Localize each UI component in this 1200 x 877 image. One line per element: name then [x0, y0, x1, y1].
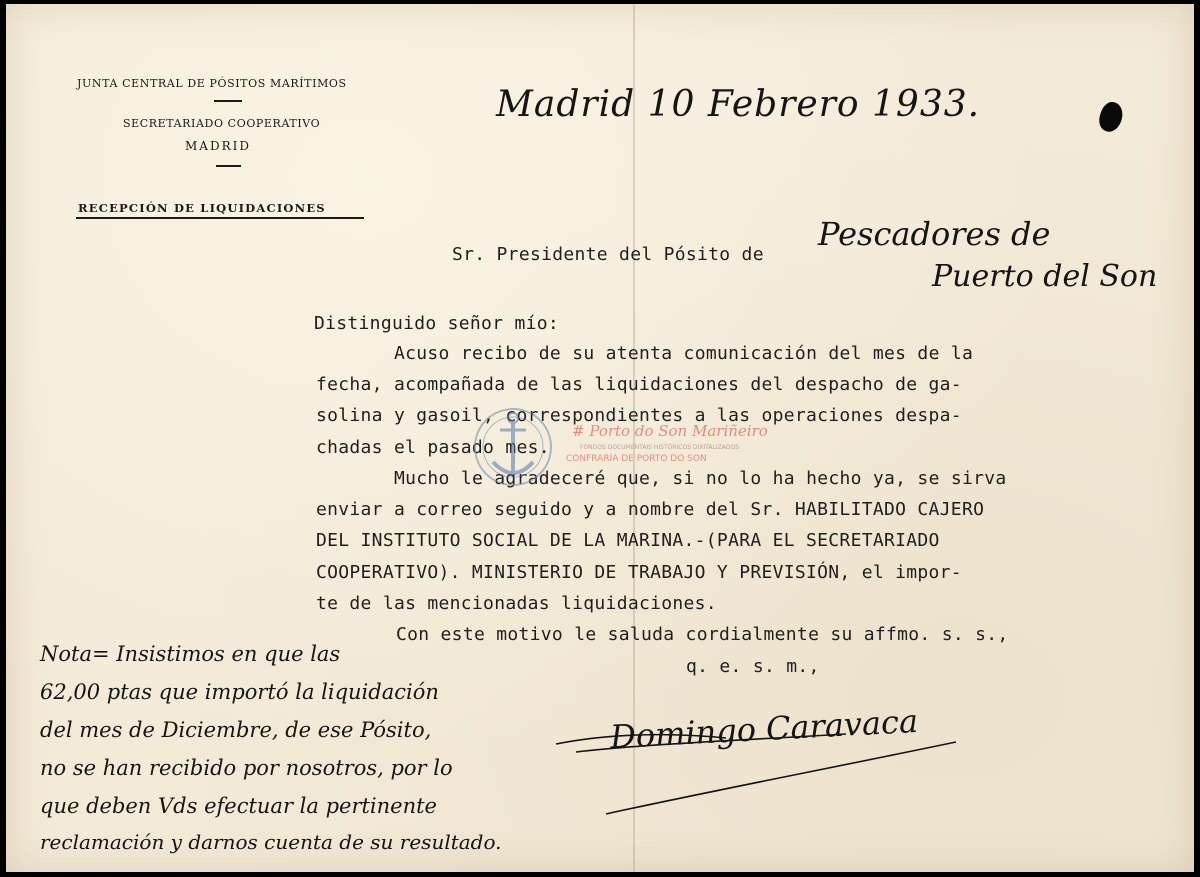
- watermark-title: # Porto do Son Mariñeiro: [572, 422, 768, 440]
- salutation: Distinguido señor mío:: [314, 313, 560, 334]
- body-line: fecha, acompañada de las liquidaciones del despacho de ga-: [316, 374, 962, 395]
- signature: Domingo Caravaca: [609, 701, 919, 757]
- letterhead-city: MADRID: [185, 139, 251, 153]
- body-line: Acuso recibo de su atenta comunicación del mes de la: [394, 343, 974, 364]
- body-line: te de las mencionadas liquidaciones.: [316, 593, 717, 614]
- body-line: solina y gasoil, correspondientes a las operaciones despa-: [316, 405, 962, 426]
- document-sheet: [6, 4, 1194, 872]
- archive-watermark: [468, 392, 768, 502]
- closing-line: Con este motivo le saluda cordialmente su affmo. s. s.,: [396, 624, 1009, 645]
- letterhead-divider: [214, 100, 242, 102]
- letterhead-divider: [216, 165, 241, 167]
- note-line: no se han recibido por nosotros, por lo: [40, 756, 453, 780]
- body-line: enviar a correo seguido y a nombre del Sr. HABILITADO CAJERO: [316, 499, 985, 520]
- watermark-subtitle: FONDOS DOCUMENTAIS HISTÓRICOS DIXITALIZADOS: [580, 444, 739, 451]
- letterhead-org: JUNTA CENTRAL DE PÓSITOS MARÍTIMOS: [77, 77, 347, 90]
- addressee-hand-line2: Puerto del Son: [932, 259, 1158, 294]
- anchor-emblem-icon: [468, 392, 558, 502]
- section-title: RECEPCIÓN DE LIQUIDACIONES: [78, 201, 326, 215]
- watermark-organization: CONFRARÍA DE PORTO DO SON: [566, 454, 707, 464]
- addressee-hand-line1: Pescadores de: [818, 215, 1051, 253]
- body-line: Mucho le agradeceré que, si no lo ha hecho ya, se sirva: [394, 468, 1007, 489]
- signature-flourish: [546, 694, 966, 824]
- punch-hole: [1096, 99, 1127, 135]
- body-line: chadas el pasado mes.: [316, 437, 550, 458]
- letter-date: Madrid 10 Febrero 1933.: [496, 84, 981, 125]
- body-line: COOPERATIVO). MINISTERIO DE TRABAJO Y PREVISIÓN, el impor-: [316, 562, 962, 583]
- note-line: Nota= Insistimos en que las: [40, 642, 341, 666]
- note-line: que deben Vds efectuar la pertinente: [40, 794, 437, 818]
- section-underline: [76, 217, 364, 219]
- note-line: del mes de Diciembre, de ese Pósito,: [40, 718, 432, 742]
- note-line: 62,00 ptas que importó la liquidación: [40, 680, 439, 704]
- addressee-typed: Sr. Presidente del Pósito de: [452, 244, 764, 265]
- note-line: reclamación y darnos cuenta de su resultado.: [40, 830, 502, 854]
- letterhead-dept: SECRETARIADO COOPERATIVO: [123, 117, 321, 130]
- body-line: DEL INSTITUTO SOCIAL DE LA MARINA.-(PARA EL SECRETARIADO: [316, 530, 940, 551]
- closing-abbrev: q. e. s. m.,: [686, 656, 820, 677]
